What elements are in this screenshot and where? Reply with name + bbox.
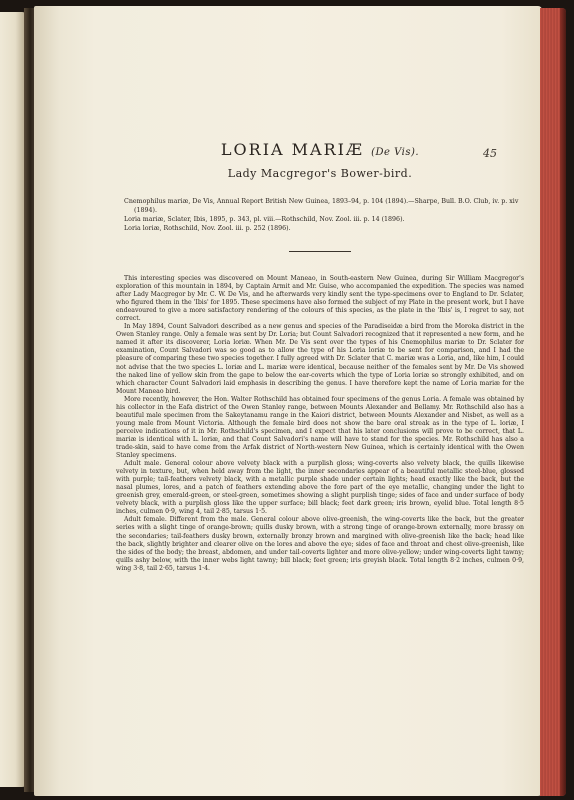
page-content (116, 140, 524, 573)
species-title (116, 140, 524, 163)
body-text (116, 275, 524, 573)
page-number: 45 (483, 147, 497, 160)
section-divider (289, 251, 351, 252)
paragraph: Adult male. General colour above velvety black with a purplish gloss; wing-coverts also velvety black, the quills likewise velvety in texture, but, when held away from the light, the inner secondaries appear of a beautiful metallic steel-blue, glossed with purple; tail-feathers velvety black, with a metallic purple shade under certain lights; head exactly like the back, but the nasal plumes, lores, and a patch of feathers extending above the fore part of the eye metallic, changing under the light to greenish grey, emerald-green, or steel-green, sometimes showing a slight purplish tinge; sides of face and under surface of body velvety black, with a purplish gloss like the upper surface; bill black; feet dark green; iris brown, eyelid blue. Total length 8·5 inches, culmen 0·9, wing 4, tail 2·85, tarsus 1·5. (116, 460, 524, 516)
species-authority: (De Vis). (371, 147, 420, 158)
paragraph: In May 1894, Count Salvadori described as a new genus and species of the Paradiseidæ a bird from the Moroka district in the Owen Stanley range. Only a female was sent by Dr. Loria; but Count Salvadori recognized that it represented a new form, and he named it after its discoverer, Loria loriæ. When Mr. De Vis sent over the types of his Cnemophilus mariæ to Dr. Sclater for examination, Count Salvadori was so good as to allow the type of his Loria loriæ to be sent for comparison, and I had the pleasure of comparing these two species together. I fully agreed with Dr. Sclater that C. mariæ was a Loria, and, like him, I could not advise that the two species L. loriæ and L. mariæ were identical, because neither of the females sent by Mr. De Vis showed the naked line of yellow skin from the gape to below the ear-coverts which the type of Loria loriæ so strongly exhibited, and on which character Count Salvadori laid emphasis in describing the genus. I have therefore kept the name of Loria mariæ for the Mount Maneao bird. (116, 323, 524, 395)
synonymy-entry: Loria mariæ, Sclater, Ibis, 1895, p. 343, pl. viii.—Rothschild, Nov. Zool. iii. p. 14 (1896). (124, 216, 405, 223)
paragraph: More recently, however, the Hon. Walter Rothschild has obtained four specimens of the genus Loria. A female was obtained by his collector in the Eafa district of the Owen Stanley range, between Mounts Alexander and Bellamy. Mr. Rothschild also has a beautiful male specimen from the Sakeytanamu range in the Kaiori district, between Mounts Alexander and Nisbet, as well as a young male from Mount Victoria. Although the female bird does not show the bare oral streak as in the type of L. loriæ, I perceive indications of it in Mr. Rothschild's specimen, and I expect that his later conclusions will prove to be correct, that L. mariæ is identical with L. loriæ, and that Count Salvadori's name will have to stand for the species. Mr. Rothschild has also a trade-skin, said to have come from the Arfak district of North-western New Guinea, which is certainly identical with the Owen Stanley specimens. (116, 395, 524, 460)
synonymy-entry: Cnemophilus mariæ, De Vis, Annual Report British New Guinea, 1893–94, p. 104 (1894).—Sharpe, Bull. B.O. Club, iv. p. xiv (1894). (124, 198, 519, 214)
paragraph: Adult female. Different from the male. General colour above olive-greenish, the wing-coverts like the back, but the greater series with a slight tinge of orange-brown; quills dusky brown, with a strong tinge of orange-brown externally, more brassy on the secondaries; tail-feathers dusky brown, externally bronzy brown and margined with olive-greenish like the back; head like the back, slightly brighter and clearer olive on the lores and above the eye; sides of face and throat and chest olive-greenish, like the sides of the body; the breast, abdomen, and under tail-coverts lighter and more olive-yellow; under wing-coverts light tawny; quills ashy below, with the inner webs light tawny; bill black; feet green; iris greyish black. Total length 8·2 inches, culmen 0·9, wing 3·8, tail 2·65, tarsus 1·4. (116, 516, 524, 572)
species-name: LORIA MARIÆ (220, 140, 364, 159)
page-edges-red (540, 8, 566, 796)
paragraph: This interesting species was discovered on Mount Maneao, in South-eastern New Guinea, during Sir William Macgregor's exploration of this mountain in 1894, by Captain Armit and Mr. Guise, who accompanied the expedition. The species was named after Lady Macgregor by Mr. C. W. De Vis, and he afterwards very kindly sent the type-specimens over to England to Dr. Sclater, who figured them in the 'Ibis' for 1895. These specimens have also formed the subject of my Plate in the present work, but I have endeavoured to give a more satisfactory rendering of the colours of this species, as the plate in the 'Ibis' is, I regret to say, not correct. (116, 275, 524, 323)
synonymy-entry: Loria loriæ, Rothschild, Nov. Zool. iii. p. 252 (1896). (124, 225, 291, 232)
common-name: Lady Macgregor's Bower-bird. (227, 167, 413, 180)
synonymy-list (116, 197, 524, 233)
